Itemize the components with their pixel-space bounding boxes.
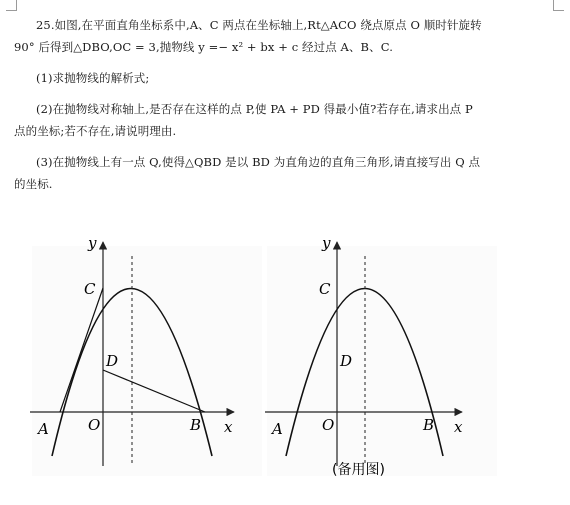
diagram-canvas xyxy=(22,226,562,501)
right-label-x: x xyxy=(454,418,463,436)
page-corner-mark-right xyxy=(553,0,564,11)
right-label-b: B xyxy=(423,416,435,434)
question-3-line2: 的坐标. xyxy=(14,177,53,191)
right-label-a: A xyxy=(272,420,283,438)
left-label-y: y xyxy=(88,234,97,252)
right-label-c: C xyxy=(319,280,331,298)
question-1: (1)求抛物线的解析式; xyxy=(36,71,150,85)
left-label-b: B xyxy=(190,416,202,434)
figure-right xyxy=(265,234,497,478)
question-3-line1: (3)在抛物线上有一点 Q,使得△QBD 是以 BD 为直角边的直角三角形,请直接写出 Q 点 xyxy=(36,155,481,169)
right-label-y: y xyxy=(322,234,331,252)
figure-left xyxy=(30,234,262,476)
left-label-d: D xyxy=(106,352,119,370)
right-figure-caption: (备用图) xyxy=(332,462,385,478)
left-label-a: A xyxy=(38,420,49,438)
question-2-line2: 点的坐标;若不存在,请说明理由. xyxy=(14,124,177,138)
right-label-o: O xyxy=(322,416,335,434)
question-2-line1: (2)在抛物线对称轴上,是否存在这样的点 P,使 PA + PD 得最小值?若存在,请求出点 P xyxy=(36,102,473,116)
right-label-d: D xyxy=(340,352,353,370)
right-figure-bg xyxy=(267,246,497,476)
left-label-c: C xyxy=(84,280,96,298)
left-label-x: x xyxy=(224,418,233,436)
problem-text xyxy=(14,14,560,195)
page-corner-mark-left xyxy=(6,0,17,11)
left-figure-bg xyxy=(32,246,262,476)
figures xyxy=(22,226,562,501)
left-label-o: O xyxy=(88,416,101,434)
problem-stem-line1: 25.如图,在平面直角坐标系中,A、C 两点在坐标轴上,Rt△ACO 绕点原点 O 顺时针旋转 xyxy=(36,18,482,32)
problem-stem-line2: 90° 后得到△DBO,OC = 3,抛物线 y =− x² + bx + c 经过点 A、B、C. xyxy=(14,40,393,54)
